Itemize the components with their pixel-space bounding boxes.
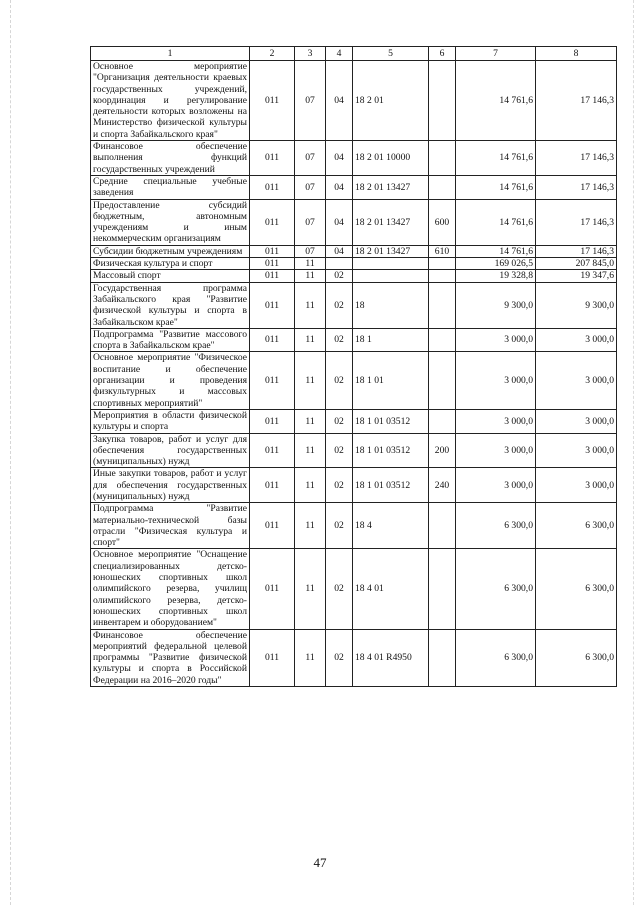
item-name-cell: Субсидии бюджетным учреждениям (91, 245, 250, 257)
item-name-cell: Закупка товаров, работ и услуг для обеспечения государственных (муниципальных) нужд (91, 433, 250, 468)
ministry-code-cell: 011 (250, 175, 295, 199)
page-number: 47 (313, 855, 327, 870)
section-code-cell: 07 (295, 175, 326, 199)
amount-col8-cell: 9 300,0 (536, 282, 617, 328)
table-row (91, 258, 617, 270)
section-code-cell: 11 (295, 433, 326, 468)
table-row (91, 503, 617, 549)
amount-col8-cell: 3 000,0 (536, 352, 617, 409)
subsection-code-cell: 04 (326, 175, 353, 199)
table-row (91, 175, 617, 199)
expense-type-cell (429, 352, 456, 409)
item-name-cell: Государственная программа Забайкальского края "Развитие физической культуры и спорта в Забайкальском крае" (91, 282, 250, 328)
item-name-cell: Основное мероприятие "Организация деятельности краевых государственных учреждений, координация и регулирование деятельности которых возложены на Министерство физической культуры и спорта Забайкальского края" (91, 61, 250, 141)
header-row (91, 47, 617, 61)
amount-col8-cell: 6 300,0 (536, 503, 617, 549)
amount-col7-cell: 14 761,6 (456, 61, 536, 141)
amount-col7-cell: 3 000,0 (456, 352, 536, 409)
subsection-code-cell: 02 (326, 503, 353, 549)
expense-type-cell (429, 61, 456, 141)
item-name-cell: Физическая культура и спорт (91, 258, 250, 270)
subsection-code-cell: 04 (326, 61, 353, 141)
subsection-code-cell: 02 (326, 328, 353, 352)
subsection-code-cell: 02 (326, 409, 353, 433)
target-article-cell: 18 1 (353, 328, 429, 352)
subsection-code-cell: 02 (326, 270, 353, 282)
amount-col8-cell: 3 000,0 (536, 433, 617, 468)
header-cell: 2 (250, 47, 295, 61)
item-name-cell: Подпрограмма "Развитие материально-технической базы отрасли "Физическая культура и спорт" (91, 503, 250, 549)
section-code-cell: 11 (295, 503, 326, 549)
table-row (91, 282, 617, 328)
ministry-code-cell: 011 (250, 468, 295, 503)
target-article-cell (353, 270, 429, 282)
amount-col8-cell: 17 146,3 (536, 199, 617, 245)
section-code-cell: 07 (295, 245, 326, 257)
header-cell: 3 (295, 47, 326, 61)
target-article-cell: 18 2 01 (353, 61, 429, 141)
section-code-cell: 07 (295, 61, 326, 141)
table-row (91, 199, 617, 245)
subsection-code-cell: 04 (326, 245, 353, 257)
amount-col7-cell: 3 000,0 (456, 468, 536, 503)
section-code-cell: 11 (295, 352, 326, 409)
amount-col7-cell: 14 761,6 (456, 199, 536, 245)
ministry-code-cell: 011 (250, 409, 295, 433)
amount-col7-cell: 6 300,0 (456, 503, 536, 549)
amount-col7-cell: 14 761,6 (456, 245, 536, 257)
target-article-cell (353, 258, 429, 270)
target-article-cell: 18 4 01 R4950 (353, 629, 429, 686)
item-name-cell: Основное мероприятие "Физическое воспитание и обеспечение организации и проведения физкультурных и массовых спортивных мероприятий" (91, 352, 250, 409)
ministry-code-cell: 011 (250, 258, 295, 270)
ministry-code-cell: 011 (250, 282, 295, 328)
ministry-code-cell: 011 (250, 503, 295, 549)
section-code-cell: 11 (295, 468, 326, 503)
expense-type-cell (429, 282, 456, 328)
table-row (91, 468, 617, 503)
table-body (91, 61, 617, 687)
section-code-cell: 11 (295, 629, 326, 686)
ministry-code-cell: 011 (250, 199, 295, 245)
page-edge-right (633, 0, 634, 905)
expense-type-cell: 240 (429, 468, 456, 503)
header-cell: 4 (326, 47, 353, 61)
table-row (91, 352, 617, 409)
expense-type-cell (429, 258, 456, 270)
page-edge-left (10, 0, 11, 905)
section-code-cell: 11 (295, 328, 326, 352)
table-row (91, 409, 617, 433)
ministry-code-cell: 011 (250, 245, 295, 257)
expense-type-cell (429, 141, 456, 176)
subsection-code-cell: 02 (326, 352, 353, 409)
table-row (91, 328, 617, 352)
table-row (91, 245, 617, 257)
subsection-code-cell: 02 (326, 282, 353, 328)
amount-col8-cell: 3 000,0 (536, 409, 617, 433)
amount-col8-cell: 19 347,6 (536, 270, 617, 282)
expense-type-cell (429, 175, 456, 199)
target-article-cell: 18 4 01 (353, 549, 429, 629)
subsection-code-cell: 02 (326, 629, 353, 686)
section-code-cell: 11 (295, 409, 326, 433)
amount-col7-cell: 3 000,0 (456, 433, 536, 468)
amount-col8-cell: 17 146,3 (536, 245, 617, 257)
ministry-code-cell: 011 (250, 270, 295, 282)
table-row (91, 270, 617, 282)
target-article-cell: 18 2 01 13427 (353, 245, 429, 257)
amount-col8-cell: 3 000,0 (536, 328, 617, 352)
ministry-code-cell: 011 (250, 61, 295, 141)
expense-type-cell (429, 328, 456, 352)
section-code-cell: 11 (295, 282, 326, 328)
amount-col7-cell: 3 000,0 (456, 328, 536, 352)
amount-col8-cell: 207 845,0 (536, 258, 617, 270)
expense-type-cell: 600 (429, 199, 456, 245)
expense-type-cell (429, 409, 456, 433)
item-name-cell: Подпрограмма "Развитие массового спорта в Забайкальском крае" (91, 328, 250, 352)
item-name-cell: Финансовое обеспечение мероприятий федеральной целевой программы "Развитие физической культуры и спорта в Российской Федерации на 2016–2020 годы" (91, 629, 250, 686)
item-name-cell: Основное мероприятие "Оснащение специализированных детско-юношеских спортивных школ олимпийского резерва, училищ олимпийского резерва, детско-юношеских спортивных школ инвентарем и оборудованием" (91, 549, 250, 629)
amount-col7-cell: 14 761,6 (456, 141, 536, 176)
expense-type-cell (429, 270, 456, 282)
header-cell: 8 (536, 47, 617, 61)
section-code-cell: 07 (295, 141, 326, 176)
subsection-code-cell: 02 (326, 468, 353, 503)
item-name-cell: Иные закупки товаров, работ и услуг для обеспечения государственных (муниципальных) нужд (91, 468, 250, 503)
target-article-cell: 18 2 01 13427 (353, 175, 429, 199)
amount-col7-cell: 6 300,0 (456, 629, 536, 686)
amount-col7-cell: 169 026,5 (456, 258, 536, 270)
target-article-cell: 18 2 01 10000 (353, 141, 429, 176)
table-row (91, 629, 617, 686)
amount-col8-cell: 17 146,3 (536, 175, 617, 199)
table-row (91, 433, 617, 468)
amount-col7-cell: 19 328,8 (456, 270, 536, 282)
ministry-code-cell: 011 (250, 549, 295, 629)
expense-type-cell (429, 503, 456, 549)
table-row (91, 141, 617, 176)
section-code-cell: 07 (295, 199, 326, 245)
budget-table (90, 46, 617, 687)
target-article-cell: 18 1 01 (353, 352, 429, 409)
target-article-cell: 18 1 01 03512 (353, 468, 429, 503)
expense-type-cell (429, 629, 456, 686)
header-cell: 7 (456, 47, 536, 61)
expense-type-cell: 610 (429, 245, 456, 257)
table-row (91, 549, 617, 629)
amount-col8-cell: 6 300,0 (536, 549, 617, 629)
item-name-cell: Массовый спорт (91, 270, 250, 282)
ministry-code-cell: 011 (250, 328, 295, 352)
amount-col8-cell: 17 146,3 (536, 141, 617, 176)
amount-col8-cell: 17 146,3 (536, 61, 617, 141)
item-name-cell: Средние специальные учебные заведения (91, 175, 250, 199)
target-article-cell: 18 1 01 03512 (353, 409, 429, 433)
subsection-code-cell: 02 (326, 433, 353, 468)
header-cell: 1 (91, 47, 250, 61)
amount-col7-cell: 9 300,0 (456, 282, 536, 328)
item-name-cell: Мероприятия в области физической культуры и спорта (91, 409, 250, 433)
amount-col7-cell: 14 761,6 (456, 175, 536, 199)
section-code-cell: 11 (295, 258, 326, 270)
ministry-code-cell: 011 (250, 433, 295, 468)
target-article-cell: 18 2 01 13427 (353, 199, 429, 245)
amount-col8-cell: 3 000,0 (536, 468, 617, 503)
expense-type-cell: 200 (429, 433, 456, 468)
ministry-code-cell: 011 (250, 352, 295, 409)
subsection-code-cell: 04 (326, 141, 353, 176)
expense-type-cell (429, 549, 456, 629)
table-row (91, 61, 617, 141)
subsection-code-cell: 02 (326, 549, 353, 629)
target-article-cell: 18 (353, 282, 429, 328)
subsection-code-cell (326, 258, 353, 270)
ministry-code-cell: 011 (250, 141, 295, 176)
target-article-cell: 18 1 01 03512 (353, 433, 429, 468)
subsection-code-cell: 04 (326, 199, 353, 245)
ministry-code-cell: 011 (250, 629, 295, 686)
item-name-cell: Предоставление субсидий бюджетным, автономным учреждениям и иным некоммерческим организациям (91, 199, 250, 245)
amount-col7-cell: 3 000,0 (456, 409, 536, 433)
amount-col7-cell: 6 300,0 (456, 549, 536, 629)
item-name-cell: Финансовое обеспечение выполнения функций государственных учреждений (91, 141, 250, 176)
header-cell: 6 (429, 47, 456, 61)
section-code-cell: 11 (295, 270, 326, 282)
section-code-cell: 11 (295, 549, 326, 629)
header-cell: 5 (353, 47, 429, 61)
amount-col8-cell: 6 300,0 (536, 629, 617, 686)
target-article-cell: 18 4 (353, 503, 429, 549)
